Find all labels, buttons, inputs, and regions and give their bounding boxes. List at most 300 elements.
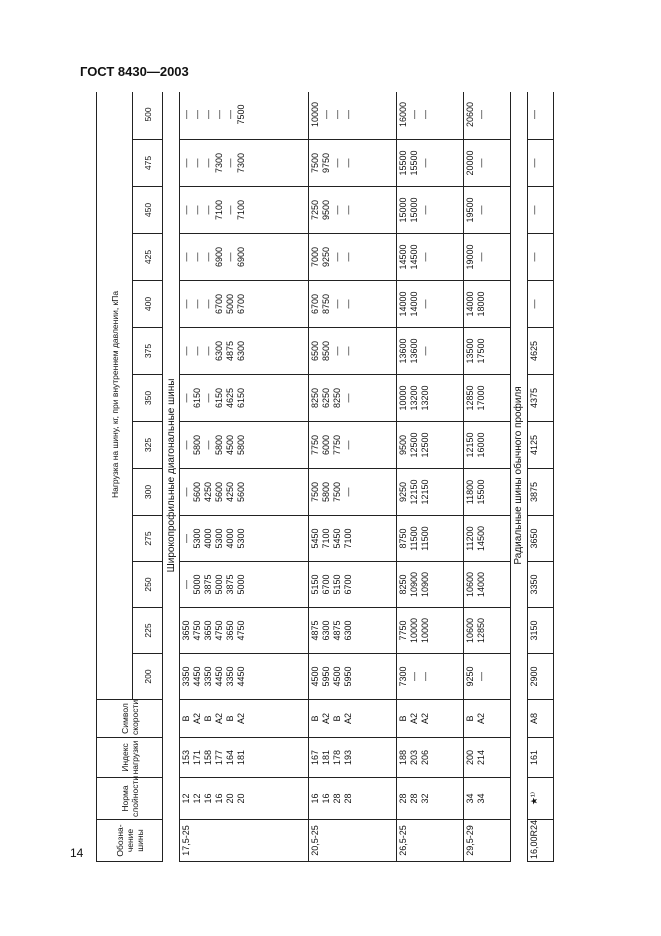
load-cell bbox=[308, 469, 396, 516]
load-cell bbox=[464, 608, 511, 654]
load-cell-value: 14000 bbox=[408, 291, 419, 317]
load-cell-value: — bbox=[214, 109, 224, 119]
load-cell-value: 4250 bbox=[203, 481, 213, 503]
load-cell bbox=[180, 140, 309, 187]
load-cell-value: 14000 bbox=[476, 571, 487, 598]
load-cell-value: — bbox=[331, 252, 342, 262]
load-cell-value: 16000 bbox=[397, 101, 408, 127]
load-cell bbox=[464, 375, 511, 422]
load-cell-value: 5000 bbox=[236, 574, 246, 595]
load-cell-value: 8250 bbox=[397, 574, 408, 595]
load-cell-value: 3150 bbox=[528, 620, 539, 641]
load-index-value: 206 bbox=[419, 749, 430, 766]
load-cell-value: 8750 bbox=[397, 528, 408, 549]
load-cell-value: 3350 bbox=[528, 574, 539, 595]
load-cell-value: 7750 bbox=[309, 434, 320, 456]
load-cell-value: 10000 bbox=[419, 617, 430, 644]
ply-rating-value: 12 bbox=[192, 793, 202, 804]
load-cell-value: 4450 bbox=[192, 666, 202, 687]
speed-symbol bbox=[464, 700, 511, 738]
table-row bbox=[464, 92, 511, 862]
ply-rating-value: 32 bbox=[419, 793, 430, 804]
load-cell bbox=[464, 328, 511, 375]
load-cell-value: — bbox=[408, 672, 419, 681]
load-cell bbox=[464, 562, 511, 608]
load-cell bbox=[180, 234, 309, 281]
speed-symbol-value: B bbox=[203, 715, 213, 722]
load-cell-value: 5800 bbox=[192, 434, 202, 456]
load-cell bbox=[527, 469, 553, 516]
load-cell-value: 13500 bbox=[465, 338, 476, 364]
load-cell-value: 19000 bbox=[465, 244, 476, 270]
load-cell-value: — bbox=[528, 299, 539, 309]
col-header-speed: Символ скорости bbox=[97, 700, 163, 738]
load-cell-value: 6150 bbox=[236, 387, 246, 409]
ply-rating-value: ★¹⁾ bbox=[528, 791, 539, 806]
load-cell-value: 10000 bbox=[408, 617, 419, 644]
load-cell-value: 3650 bbox=[181, 620, 191, 641]
load-cell bbox=[396, 422, 463, 469]
load-cell-value: 5000 bbox=[225, 293, 235, 315]
load-cell-value: 7500 bbox=[331, 481, 342, 503]
load-cell-value: — bbox=[419, 109, 430, 119]
load-cell-value: — bbox=[419, 158, 430, 168]
load-cell-value: 13200 bbox=[408, 385, 419, 411]
tire-designation: 29,5-29 bbox=[464, 820, 511, 862]
load-cell-value: 5950 bbox=[342, 666, 353, 687]
load-cell-value: 2900 bbox=[528, 666, 539, 687]
ply-rating-value: 12 bbox=[181, 793, 191, 804]
load-cell-value: — bbox=[419, 346, 430, 356]
load-cell bbox=[180, 92, 309, 140]
load-table bbox=[96, 92, 554, 862]
load-cell-value: — bbox=[419, 205, 430, 215]
load-index bbox=[527, 738, 553, 778]
load-cell-value: 6700 bbox=[214, 293, 224, 315]
load-index-value: 164 bbox=[225, 749, 235, 766]
load-cell-value: — bbox=[331, 299, 342, 309]
load-cell-value: 7100 bbox=[214, 199, 224, 221]
load-cell-value: 5150 bbox=[309, 574, 320, 595]
section-row bbox=[163, 92, 180, 862]
load-index-value: 177 bbox=[214, 749, 224, 766]
load-cell-value: 15500 bbox=[408, 150, 419, 176]
load-cell-value: 7250 bbox=[309, 199, 320, 221]
header-row-1 bbox=[97, 92, 133, 862]
load-cell-value: 14500 bbox=[397, 244, 408, 270]
load-cell-value: 3875 bbox=[528, 481, 539, 503]
load-cell bbox=[396, 516, 463, 562]
load-cell-value: — bbox=[225, 158, 235, 168]
load-cell-value: 11200 bbox=[465, 526, 476, 551]
load-cell-value: 7300 bbox=[214, 152, 224, 174]
pressure-header: 425 bbox=[133, 234, 163, 281]
ply-rating-value: 34 bbox=[476, 793, 487, 804]
load-cell-value: 4500 bbox=[309, 666, 320, 687]
load-cell-value: — bbox=[203, 205, 213, 215]
load-cell bbox=[308, 516, 396, 562]
load-index-value: 203 bbox=[408, 749, 419, 766]
load-cell-value: 13600 bbox=[408, 338, 419, 364]
load-cell-value: 4875 bbox=[331, 620, 342, 641]
load-cell-value: 4375 bbox=[528, 387, 539, 409]
load-cell-value: — bbox=[476, 205, 487, 215]
table-row bbox=[180, 92, 309, 862]
load-cell-value: — bbox=[181, 440, 191, 450]
load-cell-value: 10900 bbox=[419, 571, 430, 598]
load-cell-value: — bbox=[181, 346, 191, 356]
load-cell-value: 18000 bbox=[476, 291, 487, 317]
pressure-header: 225 bbox=[133, 608, 163, 654]
table-row bbox=[308, 92, 396, 862]
ply-rating-value: 28 bbox=[331, 793, 342, 804]
load-cell bbox=[180, 562, 309, 608]
load-cell-value: — bbox=[419, 672, 430, 681]
load-cell-value: 6000 bbox=[320, 434, 331, 456]
load-index-value: 181 bbox=[320, 749, 331, 766]
load-cell-value: — bbox=[181, 158, 191, 168]
load-cell bbox=[527, 608, 553, 654]
load-cell-value: — bbox=[181, 109, 191, 119]
load-cell-value: 6150 bbox=[192, 387, 202, 409]
pressure-header: 500 bbox=[133, 92, 163, 140]
load-cell-value: — bbox=[203, 393, 213, 403]
load-cell bbox=[180, 469, 309, 516]
load-cell bbox=[464, 234, 511, 281]
load-cell-value: 11500 bbox=[419, 526, 430, 551]
speed-symbol-value: A2 bbox=[419, 713, 430, 725]
load-cell-value: 4500 bbox=[225, 434, 235, 456]
load-cell bbox=[396, 92, 463, 140]
load-cell-value: 14000 bbox=[465, 291, 476, 317]
load-index bbox=[464, 738, 511, 778]
load-cell-value: 6700 bbox=[236, 293, 246, 315]
load-cell bbox=[308, 608, 396, 654]
load-cell-value: 6300 bbox=[236, 340, 246, 362]
load-cell-value: 6700 bbox=[309, 293, 320, 315]
load-cell-value: 7300 bbox=[236, 152, 246, 174]
load-cell-value: — bbox=[181, 534, 191, 543]
speed-symbol-value: A2 bbox=[236, 713, 246, 725]
speed-symbol bbox=[396, 700, 463, 738]
pressure-header: 475 bbox=[133, 140, 163, 187]
load-index-value: 153 bbox=[181, 749, 191, 766]
load-cell-value: 7100 bbox=[342, 528, 353, 549]
load-cell-value: 3650 bbox=[225, 620, 235, 641]
load-cell-value: — bbox=[408, 109, 419, 119]
speed-symbol-value: B bbox=[331, 715, 342, 722]
load-cell-value: — bbox=[342, 252, 353, 262]
load-cell bbox=[464, 654, 511, 700]
load-cell-value: 13200 bbox=[419, 385, 430, 411]
speed-symbol bbox=[308, 700, 396, 738]
load-cell-value: 7750 bbox=[397, 620, 408, 641]
load-cell-value: — bbox=[331, 109, 342, 119]
section-title: Широкопрофильные диагональные шины bbox=[163, 92, 180, 862]
ply-rating bbox=[180, 778, 309, 820]
load-cell-value: 5000 bbox=[214, 574, 224, 595]
load-cell bbox=[180, 422, 309, 469]
load-cell-value: — bbox=[331, 158, 342, 168]
load-index-value: 171 bbox=[192, 749, 202, 766]
load-cell-value: 9500 bbox=[320, 199, 331, 221]
load-cell bbox=[396, 187, 463, 234]
load-cell-value: 4500 bbox=[331, 666, 342, 687]
load-cell-value: 3650 bbox=[528, 528, 539, 549]
load-cell-value: 6300 bbox=[214, 340, 224, 362]
load-cell-value: 7750 bbox=[331, 434, 342, 456]
section-row bbox=[510, 92, 527, 862]
col-header-ply: Норма слойности bbox=[97, 778, 163, 820]
load-index bbox=[180, 738, 309, 778]
load-cell-value: 4000 bbox=[225, 528, 235, 549]
load-cell-value: 3350 bbox=[203, 666, 213, 687]
load-cell bbox=[464, 187, 511, 234]
load-cell-value: — bbox=[342, 109, 353, 119]
load-cell-value: — bbox=[528, 109, 539, 119]
load-cell-value: 12850 bbox=[465, 385, 476, 411]
load-cell-value: 14000 bbox=[397, 291, 408, 317]
load-cell-value: 10600 bbox=[465, 571, 476, 598]
load-cell-value: — bbox=[225, 205, 235, 215]
load-cell bbox=[308, 328, 396, 375]
load-cell-value: 9250 bbox=[465, 666, 476, 687]
load-cell-value: 4875 bbox=[225, 340, 235, 362]
speed-symbol-value: A2 bbox=[214, 713, 224, 725]
load-index-value: 158 bbox=[203, 749, 213, 766]
load-cell-value: — bbox=[331, 346, 342, 356]
tire-designation: 17,5-25 bbox=[180, 820, 309, 862]
load-cell-value: — bbox=[203, 109, 213, 119]
load-cell-value: 15500 bbox=[476, 479, 487, 505]
load-cell-value: 6300 bbox=[320, 620, 331, 641]
load-cell-value: 6250 bbox=[320, 387, 331, 409]
table-row bbox=[396, 92, 463, 862]
load-cell bbox=[527, 375, 553, 422]
load-cell-value: 20600 bbox=[465, 101, 476, 127]
tire-designation: 26,5-25 bbox=[396, 820, 463, 862]
load-cell-value: — bbox=[528, 252, 539, 262]
speed-symbol bbox=[180, 700, 309, 738]
load-cell-value: 5300 bbox=[214, 528, 224, 549]
load-cell-value: 5150 bbox=[331, 574, 342, 595]
load-cell-value: 5800 bbox=[214, 434, 224, 456]
load-cell-value: — bbox=[476, 252, 487, 262]
load-cell-value: 4450 bbox=[214, 666, 224, 687]
load-cell-value: 9250 bbox=[397, 481, 408, 503]
document-header: ГОСТ 8430—2003 bbox=[80, 64, 189, 79]
load-cell bbox=[308, 654, 396, 700]
speed-symbol bbox=[527, 700, 553, 738]
load-index-value: 167 bbox=[309, 749, 320, 766]
load-index-value: 188 bbox=[397, 749, 408, 766]
load-index-value: 161 bbox=[528, 749, 539, 766]
load-cell-value: 4625 bbox=[225, 387, 235, 409]
load-cell bbox=[527, 422, 553, 469]
load-cell-value: — bbox=[181, 487, 191, 497]
load-cell-value: 9750 bbox=[320, 152, 331, 174]
load-cell bbox=[464, 469, 511, 516]
load-cell-value: 17500 bbox=[476, 338, 487, 364]
load-cell-value: 10000 bbox=[397, 385, 408, 411]
load-cell-value: — bbox=[342, 440, 353, 450]
load-cell-value: — bbox=[181, 299, 191, 309]
pressure-header: 200 bbox=[133, 654, 163, 700]
rotated-table-area bbox=[96, 92, 554, 862]
load-cell-value: 15000 bbox=[397, 197, 408, 223]
load-cell bbox=[180, 375, 309, 422]
speed-symbol-value: B bbox=[309, 715, 320, 722]
load-cell-value: — bbox=[528, 158, 539, 168]
load-cell bbox=[180, 608, 309, 654]
ply-rating bbox=[308, 778, 396, 820]
ply-rating-value: 16 bbox=[320, 793, 331, 804]
load-cell-value: 15500 bbox=[397, 150, 408, 176]
load-cell-value: 5450 bbox=[309, 528, 320, 549]
load-cell-value: — bbox=[476, 109, 487, 119]
ply-rating-value: 16 bbox=[214, 793, 224, 804]
load-cell-value: 12850 bbox=[476, 617, 487, 644]
load-cell-value: 16000 bbox=[476, 432, 487, 458]
load-cell-value: 12150 bbox=[465, 432, 476, 458]
load-cell bbox=[308, 375, 396, 422]
load-index-value: 200 bbox=[465, 749, 476, 766]
rotated-table-container bbox=[96, 92, 554, 862]
load-cell-value: 6700 bbox=[320, 574, 331, 595]
section-title: Радиальные шины обычного профиля bbox=[510, 92, 527, 862]
speed-symbol-value: A2 bbox=[320, 713, 331, 725]
load-cell-value: — bbox=[181, 580, 191, 589]
load-cell bbox=[308, 281, 396, 328]
load-cell-value: 5450 bbox=[331, 528, 342, 549]
load-cell bbox=[396, 375, 463, 422]
load-cell bbox=[308, 422, 396, 469]
load-cell-value: 4750 bbox=[236, 620, 246, 641]
ply-rating-value: 28 bbox=[408, 793, 419, 804]
load-cell-value: — bbox=[320, 109, 331, 119]
load-cell-value: — bbox=[203, 346, 213, 356]
load-cell-value: 12150 bbox=[419, 479, 430, 505]
load-cell-value: 17000 bbox=[476, 385, 487, 411]
load-cell bbox=[180, 281, 309, 328]
speed-symbol-value: A2 bbox=[342, 713, 353, 725]
load-cell bbox=[527, 92, 553, 140]
load-cell-value: — bbox=[342, 205, 353, 215]
load-index-value: 178 bbox=[331, 749, 342, 766]
load-cell-value: 5300 bbox=[236, 528, 246, 549]
load-cell-value: 6150 bbox=[214, 387, 224, 409]
load-cell bbox=[464, 422, 511, 469]
load-cell-value: 6500 bbox=[309, 340, 320, 362]
load-index bbox=[308, 738, 396, 778]
load-cell-value: 9500 bbox=[397, 434, 408, 456]
load-cell bbox=[396, 140, 463, 187]
load-cell bbox=[180, 516, 309, 562]
load-cell-value: — bbox=[203, 299, 213, 309]
load-cell-value: 5800 bbox=[320, 481, 331, 503]
table-body bbox=[163, 92, 554, 862]
load-cell-value: 4125 bbox=[528, 434, 539, 456]
load-cell-value: — bbox=[192, 252, 202, 262]
load-cell-value: 4750 bbox=[214, 620, 224, 641]
speed-symbol-value: A8 bbox=[528, 713, 539, 725]
ply-rating-value: 28 bbox=[342, 793, 353, 804]
load-cell-value: 3350 bbox=[225, 666, 235, 687]
ply-rating bbox=[396, 778, 463, 820]
load-cell-value: — bbox=[342, 346, 353, 356]
load-cell-value: 8250 bbox=[309, 387, 320, 409]
load-cell bbox=[396, 608, 463, 654]
load-cell-value: 4625 bbox=[528, 340, 539, 362]
load-cell bbox=[396, 562, 463, 608]
load-cell-value: 10900 bbox=[408, 571, 419, 598]
load-cell bbox=[464, 140, 511, 187]
load-cell-value: — bbox=[342, 158, 353, 168]
load-cell-value: 3875 bbox=[225, 574, 235, 595]
load-cell-value: 15000 bbox=[408, 197, 419, 223]
load-cell-value: 10600 bbox=[465, 617, 476, 644]
load-cell-value: 7300 bbox=[397, 666, 408, 687]
load-cell-value: 12500 bbox=[408, 432, 419, 458]
load-cell-value: 4250 bbox=[225, 481, 235, 503]
load-cell bbox=[527, 281, 553, 328]
load-cell bbox=[527, 187, 553, 234]
load-cell-value: — bbox=[419, 252, 430, 262]
load-cell bbox=[180, 187, 309, 234]
load-cell bbox=[464, 92, 511, 140]
ply-rating-value: 16 bbox=[203, 793, 213, 804]
load-cell bbox=[308, 140, 396, 187]
pressure-header: 275 bbox=[133, 516, 163, 562]
load-index bbox=[396, 738, 463, 778]
speed-symbol-value: B bbox=[465, 715, 476, 722]
load-cell-value: 14500 bbox=[476, 525, 487, 552]
pressure-header: 375 bbox=[133, 328, 163, 375]
load-cell-value: — bbox=[419, 299, 430, 309]
load-cell-value: 6700 bbox=[342, 574, 353, 595]
load-cell bbox=[396, 469, 463, 516]
load-cell-value: — bbox=[192, 299, 202, 309]
load-cell-value: — bbox=[192, 158, 202, 168]
ply-rating bbox=[464, 778, 511, 820]
page-number: 14 bbox=[70, 846, 84, 860]
load-cell-value: 9250 bbox=[320, 246, 331, 268]
load-cell-value: 7500 bbox=[236, 104, 246, 125]
load-cell-value: 8500 bbox=[320, 340, 331, 362]
load-cell bbox=[527, 516, 553, 562]
load-cell-value: 7500 bbox=[309, 481, 320, 503]
load-cell bbox=[464, 281, 511, 328]
speed-symbol-value: B bbox=[181, 715, 191, 722]
load-cell-value: 7000 bbox=[309, 246, 320, 268]
load-cell-value: 6300 bbox=[342, 620, 353, 641]
load-cell-value: — bbox=[476, 672, 487, 681]
speed-symbol-value: B bbox=[225, 715, 235, 722]
load-cell-value: 7100 bbox=[236, 199, 246, 221]
pressure-header: 400 bbox=[133, 281, 163, 328]
load-cell bbox=[527, 328, 553, 375]
load-cell-value: — bbox=[331, 205, 342, 215]
load-cell bbox=[308, 92, 396, 140]
load-cell-value: 4750 bbox=[192, 620, 202, 641]
load-cell-value: 5600 bbox=[236, 481, 246, 503]
load-cell-value: 7500 bbox=[309, 152, 320, 174]
load-cell-value: 3350 bbox=[181, 666, 191, 687]
load-cell-value: — bbox=[192, 109, 202, 119]
load-cell bbox=[527, 140, 553, 187]
load-cell bbox=[527, 562, 553, 608]
load-cell-value: 10000 bbox=[309, 101, 320, 127]
